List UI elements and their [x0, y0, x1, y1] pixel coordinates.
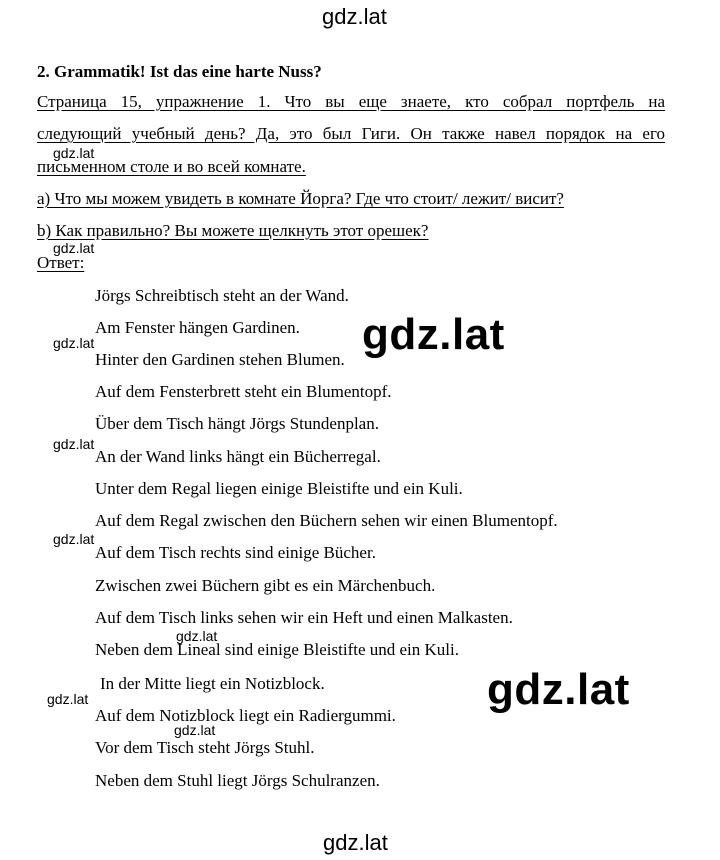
watermark-small: gdz.lat — [176, 628, 218, 644]
answer-line: In der Mitte liegt ein Notizblock. — [100, 674, 325, 693]
answer-line: Neben dem Lineal sind einige Bleistifte und ein Kuli. — [95, 640, 459, 659]
task-line-1: Страница 15, упражнение 1. Что вы еще знаете, кто собрал портфель на — [37, 92, 665, 111]
answer-line: Auf dem Notizblock liegt ein Radiergummi. — [95, 706, 396, 725]
watermark-small: gdz.lat — [53, 335, 95, 351]
answer-line: Auf dem Fensterbrett steht ein Blumentopf. — [95, 382, 392, 401]
answer-line: Unter dem Regal liegen einige Bleistifte und ein Kuli. — [95, 479, 463, 498]
answer-line: Hinter den Gardinen stehen Blumen. — [95, 350, 345, 369]
watermark-bottom: gdz.lat — [323, 830, 388, 855]
answer-line: Vor dem Tisch steht Jörgs Stuhl. — [95, 738, 315, 757]
watermark-small: gdz.lat — [53, 436, 95, 452]
watermark-small: gdz.lat — [53, 240, 95, 256]
task-part-b: b) Как правильно? Вы можете щелкнуть этот орешек? — [37, 221, 429, 240]
watermark-big: gdz.lat — [487, 665, 630, 714]
exercise-title: 2. Grammatik! Ist das eine harte Nuss? — [37, 62, 322, 81]
answer-line: Auf dem Regal zwischen den Büchern sehen wir einen Blumentopf. — [95, 511, 558, 530]
watermark-small: gdz.lat — [53, 145, 95, 161]
watermark-top: gdz.lat — [322, 4, 387, 29]
task-line-2: следующий учебный день? Да, это был Гиги. Он также навел порядок на его — [37, 124, 665, 143]
answer-line: Über dem Tisch hängt Jörgs Stundenplan. — [95, 414, 379, 433]
answer-line: An der Wand links hängt ein Bücherregal. — [95, 447, 381, 466]
answer-line: Jörgs Schreibtisch steht an der Wand. — [95, 286, 349, 305]
answer-line: Zwischen zwei Büchern gibt es ein Märchenbuch. — [95, 576, 436, 595]
answer-label: Ответ: — [37, 253, 85, 272]
answer-line: Neben dem Stuhl liegt Jörgs Schulranzen. — [95, 771, 380, 790]
watermark-small: gdz.lat — [53, 531, 95, 547]
watermark-big: gdz.lat — [362, 310, 505, 359]
task-part-a: а) Что мы можем увидеть в комнате Йорга? Где что стоит/ лежит/ висит? — [37, 189, 564, 208]
watermark-small: gdz.lat — [47, 691, 89, 707]
watermark-small: gdz.lat — [174, 722, 216, 738]
task-line-3: письменном столе и во всей комнате. — [37, 157, 306, 176]
answer-line: Auf dem Tisch links sehen wir ein Heft und einen Malkasten. — [95, 608, 513, 627]
answer-line: Auf dem Tisch rechts sind einige Bücher. — [95, 543, 376, 562]
answer-line: Am Fenster hängen Gardinen. — [95, 318, 300, 337]
